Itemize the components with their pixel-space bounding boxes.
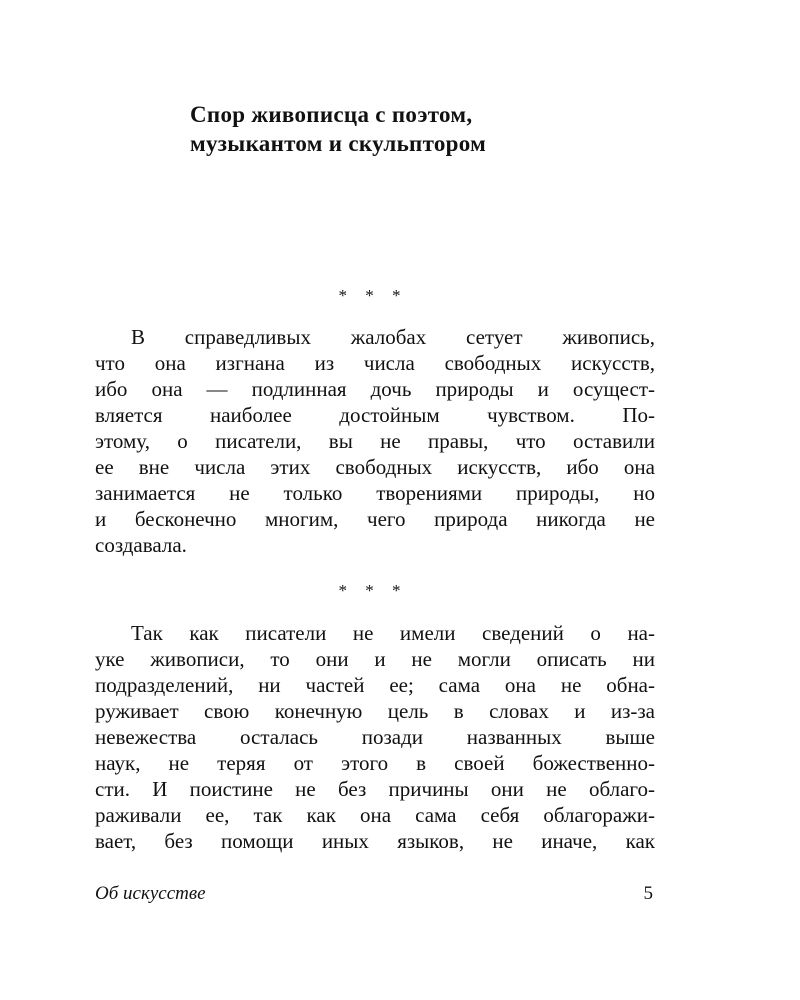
section-separator-1: * * * [338, 286, 408, 305]
paragraph-2-line: раживали ее, так как она сама себя облагоражи- [95, 803, 655, 827]
page-number: 5 [643, 883, 653, 904]
chapter-title-line-2: музыкантом и скульптором [190, 131, 487, 156]
chapter-title-line-1: Спор живописца с поэтом, [190, 102, 473, 127]
paragraph-1-line: что она изгнана из числа свободных искусств, [95, 351, 655, 375]
paragraph-2 [95, 620, 655, 854]
paragraph-2-line: руживает свою конечную цель в словах и из-за [95, 699, 655, 723]
paragraph-1-line: создавала. [95, 533, 187, 557]
paragraph-2-line: наук, не теряя от этого в своей божественно- [95, 751, 655, 775]
paragraph-1-line: и бесконечно многим, чего природа никогда не [95, 507, 655, 531]
paragraph-1-line: ибо она — подлинная дочь природы и осущест- [95, 377, 655, 401]
paragraph-1-line: ее вне числа этих свободных искусств, ибо она [95, 455, 655, 479]
paragraph-2-line: невежества осталась позади названных выше [95, 725, 655, 749]
paragraph-1-line: этому, о писатели, вы не правы, что оставили [95, 429, 655, 453]
section-separator-2: * * * [338, 581, 408, 600]
paragraph-2-line: вает, без помощи иных языков, не иначе, как [95, 829, 655, 853]
running-footer-title: Об искусстве [95, 883, 206, 904]
paragraph-1-line: занимается не только творениями природы, но [95, 481, 655, 505]
paragraph-1-line: В справедливых жалобах сетует живопись, [131, 325, 655, 349]
paragraph-1 [95, 324, 655, 558]
paragraph-2-line: подразделений, ни частей ее; сама она не обна- [95, 673, 655, 697]
chapter-title [190, 100, 610, 158]
paragraph-2-line: сти. И поистине не без причины они не облаго- [95, 777, 655, 801]
paragraph-2-line: уке живописи, то они и не могли описать ни [95, 647, 655, 671]
paragraph-1-line: вляется наиболее достойным чувством. По- [95, 403, 655, 427]
paragraph-2-line: Так как писатели не имели сведений о на- [131, 621, 655, 645]
